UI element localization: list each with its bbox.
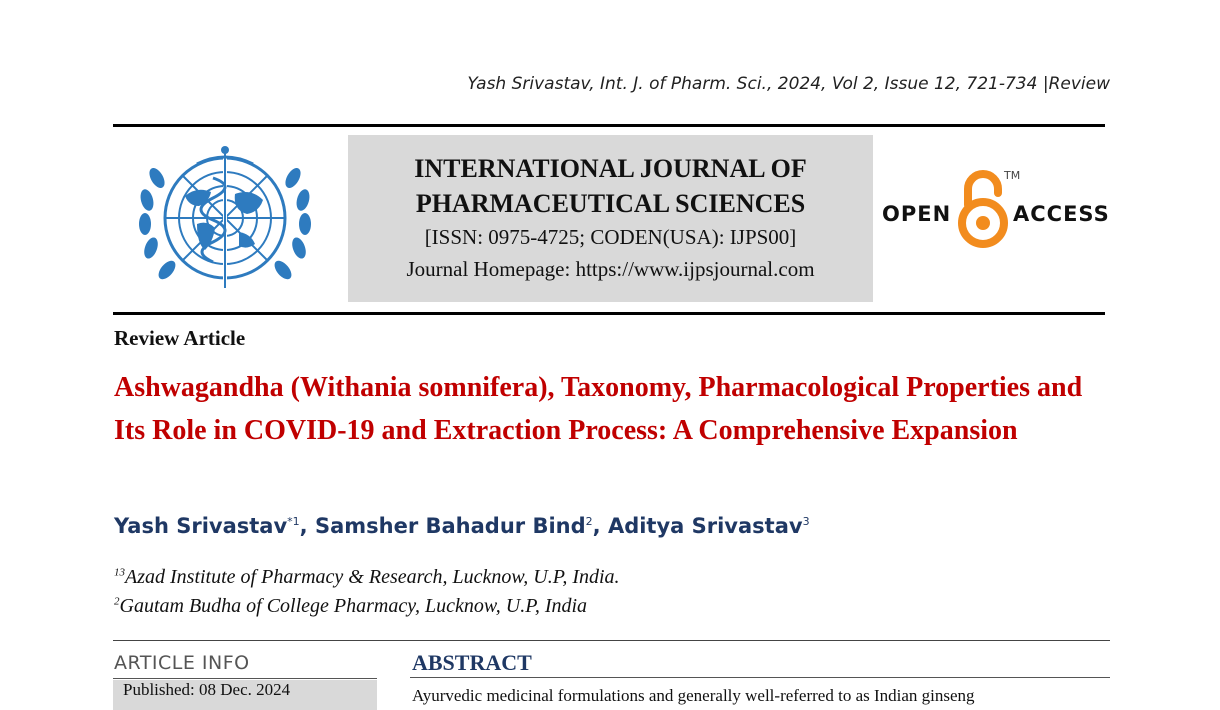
affiliation xyxy=(114,595,587,618)
article-title: Ashwagandha (Withania somnifera), Taxonomy, Pharmacological Properties and Its Role in COVID-19 and Extraction Process: A Comprehensive Expansion xyxy=(114,372,1083,446)
journal-emblem-logo xyxy=(127,138,323,304)
article-type: Review Article xyxy=(114,326,246,350)
author-separator: , xyxy=(592,514,608,538)
header-rule-top xyxy=(113,124,1105,127)
author-separator: , xyxy=(299,514,315,538)
journal-title-line1: INTERNATIONAL JOURNAL OF xyxy=(414,154,807,183)
author-list xyxy=(114,514,810,538)
abstract-heading: ABSTRACT xyxy=(412,650,532,675)
article-info-heading: ARTICLE INFO xyxy=(114,652,250,674)
author-affiliation-mark: 3 xyxy=(802,515,810,528)
abstract-text: Ayurvedic medicinal formulations and generally well-referred to as Indian ginseng xyxy=(412,686,975,705)
running-head: Yash Srivastav, Int. J. of Pharm. Sci., 2024, Vol 2, Issue 12, 721-734 |Review xyxy=(467,74,1110,94)
journal-issn: [ISSN: 0975-4725; CODEN(USA): IJPS00] xyxy=(424,225,797,249)
author-affiliation-mark: *1 xyxy=(287,515,300,528)
affiliation xyxy=(114,566,620,589)
abstract-rule xyxy=(410,677,1110,678)
author-name[interactable]: Aditya Srivastav xyxy=(607,514,803,538)
author-name[interactable]: Yash Srivastav xyxy=(114,514,288,538)
open-access-access-text: ACCESS xyxy=(1013,202,1110,226)
journal-title-line2: PHARMACEUTICAL SCIENCES xyxy=(415,189,806,218)
header-rule-bottom xyxy=(113,312,1105,315)
article-info-published: Published: 08 Dec. 2024 xyxy=(113,680,377,710)
article-info-rule xyxy=(113,678,377,679)
journal-homepage[interactable]: Journal Homepage: https://www.ijpsjournal.com xyxy=(406,257,815,281)
affiliation-text: Gautam Budha of College Pharmacy, Lucknow, U.P, India xyxy=(119,595,588,617)
section-divider xyxy=(113,640,1110,641)
open-access-trademark: TM xyxy=(1004,169,1021,182)
affiliation-mark: 13 xyxy=(114,566,125,579)
author-name[interactable]: Samsher Bahadur Bind xyxy=(314,514,586,538)
open-access-badge xyxy=(880,165,1110,255)
journal-masthead xyxy=(348,135,873,302)
open-access-open-text: OPEN xyxy=(882,202,952,226)
affiliation-text: Azad Institute of Pharmacy & Research, Lucknow, U.P, India. xyxy=(125,566,620,588)
author-affiliation-mark: 2 xyxy=(585,515,593,528)
affiliation-mark: 2 xyxy=(114,595,120,608)
